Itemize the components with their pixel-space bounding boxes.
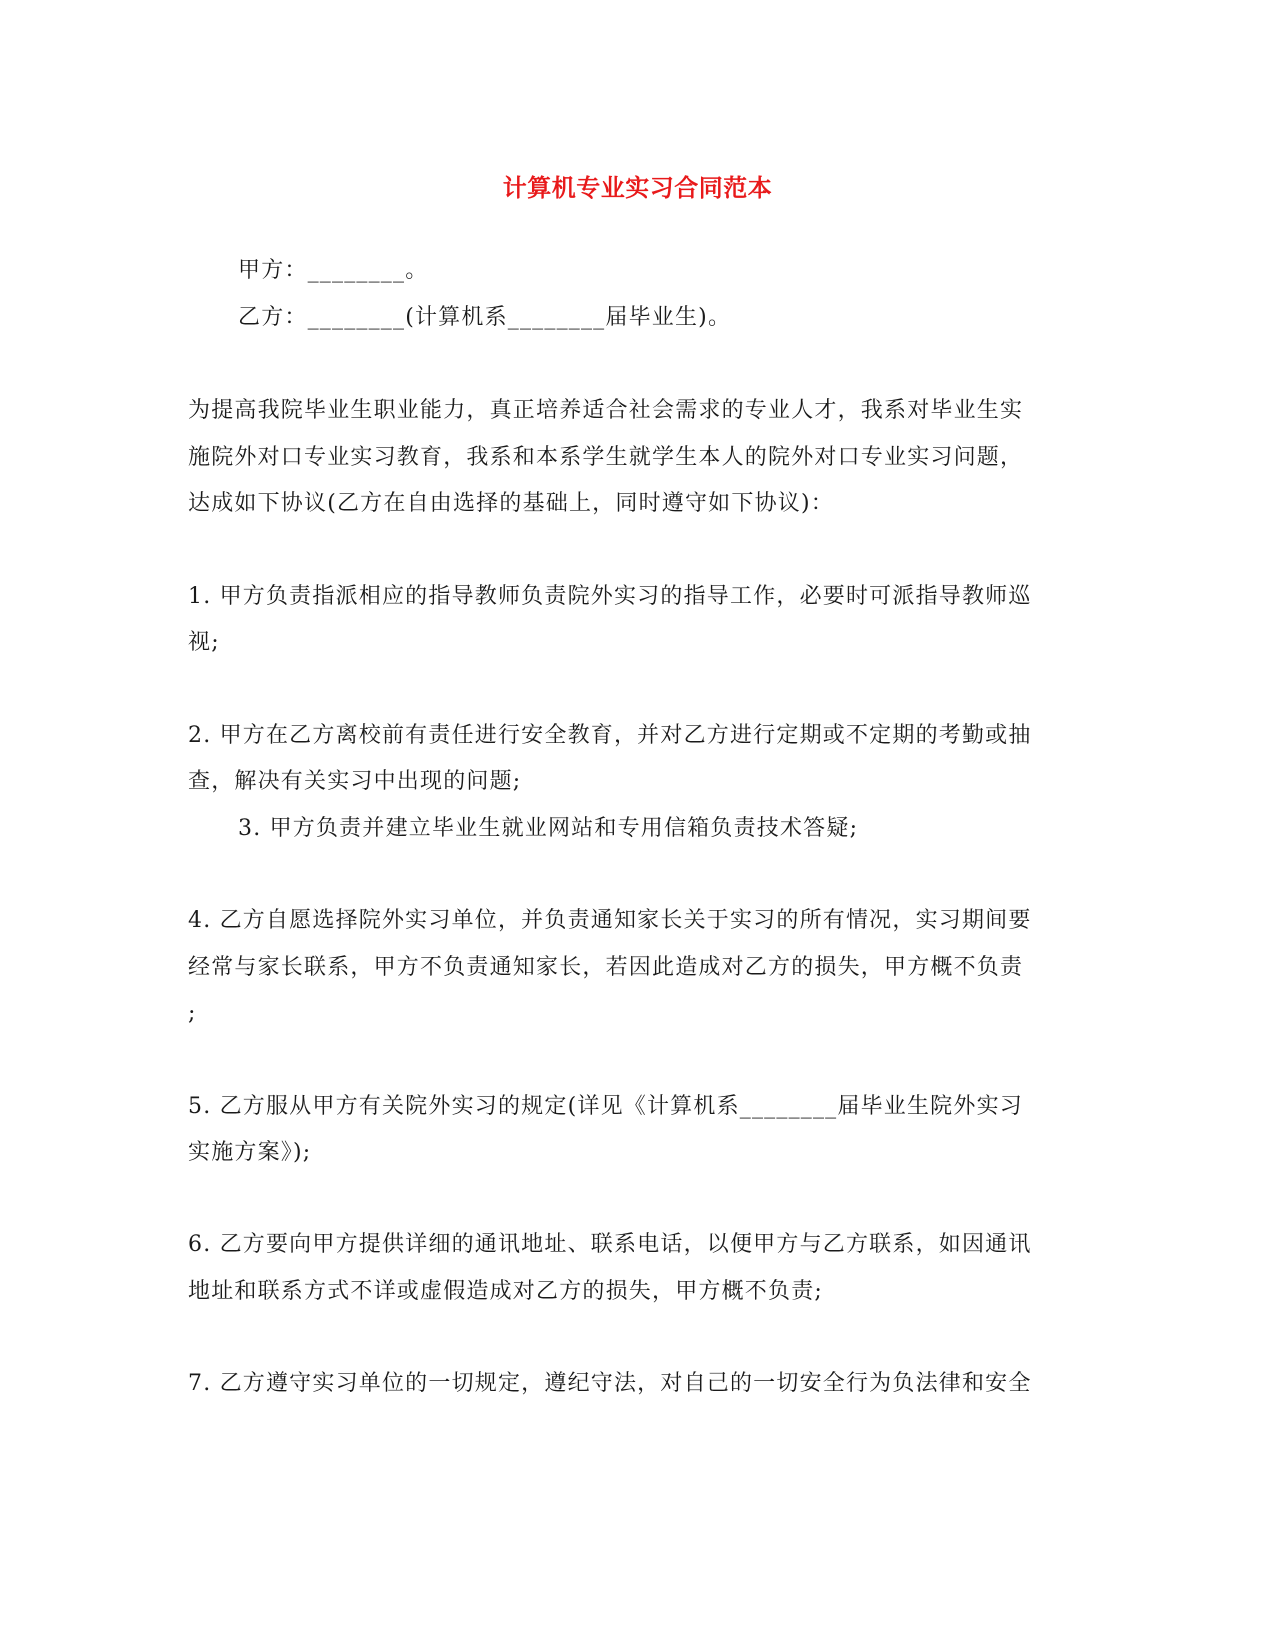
clause-3-line-1: 3. 甲方负责并建立毕业生就业网站和专用信箱负责技术答疑;: [238, 816, 859, 841]
document-title: 计算机专业实习合同范本: [502, 174, 773, 202]
clause-4-line-3: ;: [188, 1001, 197, 1026]
party-a-line: 甲方：________。: [238, 258, 429, 283]
clause-4-line-2: 经常与家长联系，甲方不负责通知家长，若因此造成对乙方的损失，甲方概不负责: [188, 955, 1024, 980]
clause-6-line-1: 6. 乙方要向甲方提供详细的通讯地址、联系电话，以便甲方与乙方联系，如因通讯: [188, 1232, 1032, 1257]
clause-5-line-1: 5. 乙方服从甲方有关院外实习的规定(详见《计算机系________届毕业生院外实习: [188, 1094, 1023, 1119]
clause-7-line-1: 7. 乙方遵守实习单位的一切规定，遵纪守法，对自己的一切安全行为负法律和安全: [188, 1371, 1032, 1396]
clause-1-line-2: 视;: [188, 630, 220, 655]
clause-1-line-1: 1. 甲方负责指派相应的指导教师负责院外实习的指导工作，必要时可派指导教师巡: [188, 584, 1032, 609]
intro-line-3: 达成如下协议(乙方在自由选择的基础上，同时遵守如下协议)：: [188, 491, 834, 516]
intro-line-1: 为提高我院毕业生职业能力，真正培养适合社会需求的专业人才，我系对毕业生实: [188, 398, 1024, 423]
clause-2-line-1: 2. 甲方在乙方离校前有责任进行安全教育，并对乙方进行定期或不定期的考勤或抽: [188, 723, 1032, 748]
clause-2-line-2: 查，解决有关实习中出现的问题;: [188, 769, 522, 794]
intro-line-2: 施院外对口专业实习教育，我系和本系学生就学生本人的院外对口专业实习问题，: [188, 445, 1024, 470]
clause-5-line-2: 实施方案》);: [188, 1140, 312, 1165]
party-b-line: 乙方：________(计算机系________届毕业生)。: [238, 305, 732, 330]
clause-6-line-2: 地址和联系方式不详或虚假造成对乙方的损失，甲方概不负责;: [188, 1279, 824, 1304]
clause-4-line-1: 4. 乙方自愿选择院外实习单位，并负责通知家长关于实习的所有情况，实习期间要: [188, 908, 1032, 933]
